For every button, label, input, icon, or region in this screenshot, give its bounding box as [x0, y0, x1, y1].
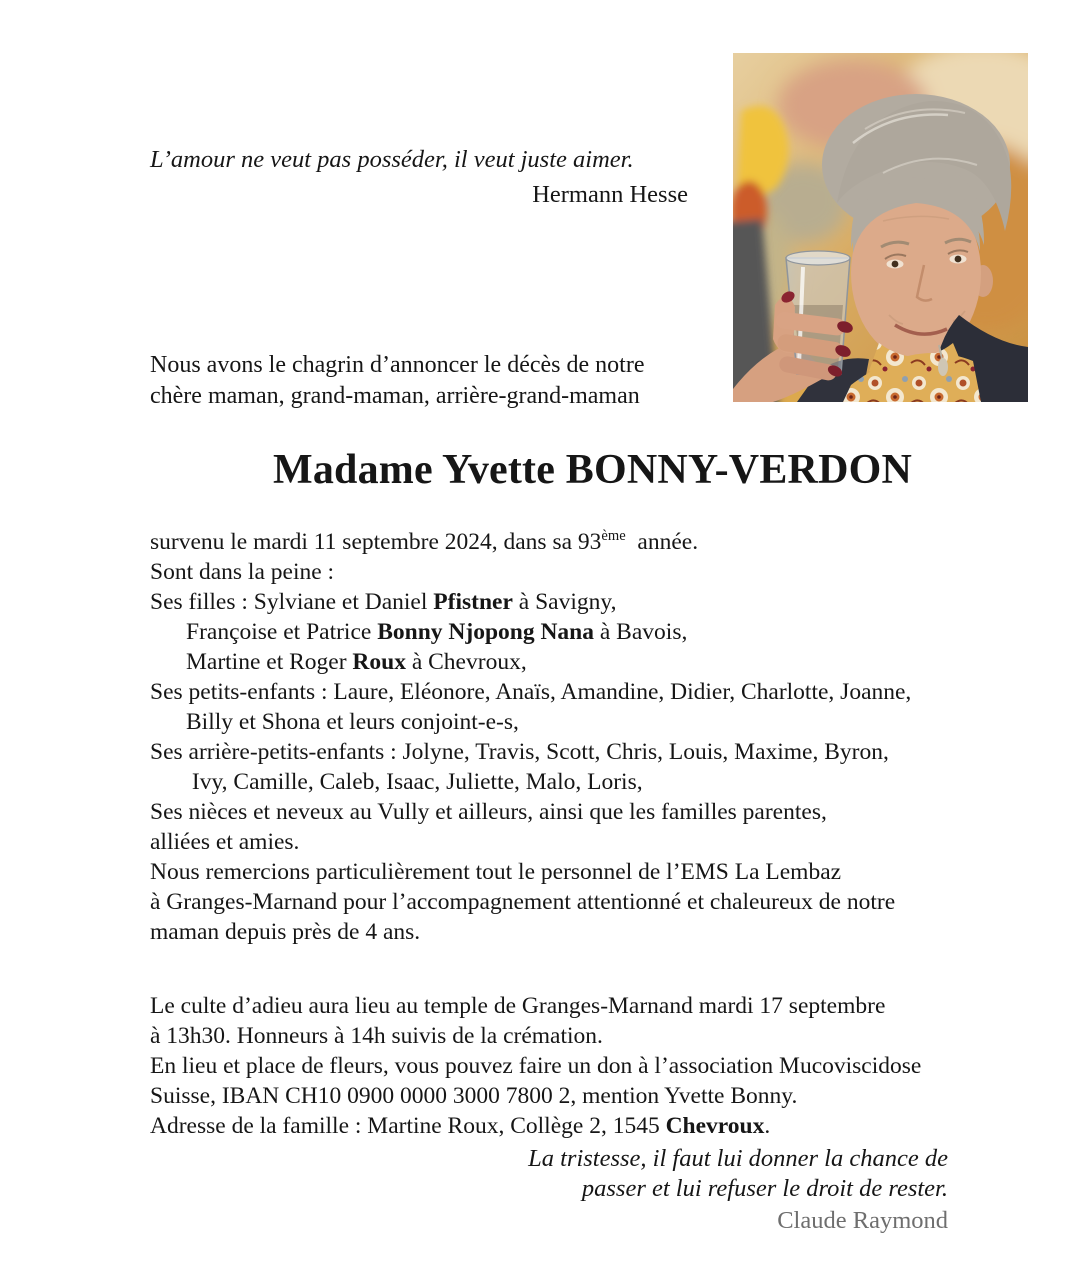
body-line: Françoise et Patrice Bonny Njopong Nana à Bavois,	[186, 619, 688, 645]
deceased-name-title: Madame Yvette BONNY-VERDON	[272, 447, 912, 493]
announcement-line-2: chère maman, grand-maman, arrière-grand-maman	[150, 383, 640, 409]
announcement-line-1: Nous avons le chagrin d’annoncer le décès de notre	[150, 352, 645, 378]
closing-quote-attribution: Claude Raymond	[777, 1207, 948, 1234]
body-line: Suisse, IBAN CH10 0900 0000 3000 7800 2, mention Yvette Bonny.	[150, 1083, 798, 1109]
body-line: Ses arrière-petits-enfants : Jolyne, Travis, Scott, Chris, Louis, Maxime, Byron,	[150, 739, 889, 765]
body-line: Ivy, Camille, Caleb, Isaac, Juliette, Malo, Loris,	[186, 769, 643, 795]
body-line: En lieu et place de fleurs, vous pouvez faire un don à l’association Mucoviscidose	[150, 1053, 922, 1079]
body-line: Le culte d’adieu aura lieu au temple de Granges-Marnand mardi 17 septembre	[150, 993, 886, 1019]
body-line: à 13h30. Honneurs à 14h suivis de la crémation.	[150, 1023, 603, 1049]
closing-quote	[528, 1144, 948, 1236]
body-line: Adresse de la famille : Martine Roux, Collège 2, 1545 Chevroux.	[150, 1113, 771, 1139]
opening-quote	[150, 144, 690, 210]
body-line: Ses filles : Sylviane et Daniel Pfistner à Savigny,	[150, 589, 617, 615]
announcement-text	[150, 350, 644, 412]
opening-quote-text: L’amour ne veut pas posséder, il veut juste aimer.	[150, 146, 634, 173]
body-line: Martine et Roger Roux à Chevroux,	[186, 649, 527, 675]
paragraph-spacer	[150, 947, 1035, 991]
body-line: maman depuis près de 4 ans.	[150, 919, 421, 945]
body-line: survenu le mardi 11 septembre 2024, dans sa 93ème année.	[150, 528, 699, 555]
portrait-photo	[733, 53, 1028, 402]
body-line: Billy et Shona et leurs conjoint-e-s,	[186, 709, 519, 735]
closing-quote-line-2: passer et lui refuser le droit de rester.	[581, 1174, 948, 1202]
body-line: Sont dans la peine :	[150, 559, 335, 585]
body-line: à Granges-Marnand pour l’accompagnement attentionné et chaleureux de notre	[150, 889, 896, 915]
opening-quote-attribution: Hermann Hesse	[532, 181, 688, 208]
body-line: Ses petits-enfants : Laure, Eléonore, Anaïs, Amandine, Didier, Charlotte, Joanne,	[150, 679, 912, 705]
body-line: alliées et amies.	[150, 829, 300, 855]
body-text	[150, 527, 1035, 1141]
closing-quote-line-1: La tristesse, il faut lui donner la chance de	[528, 1145, 948, 1172]
body-line: Ses nièces et neveux au Vully et ailleurs, ainsi que les familles parentes,	[150, 799, 827, 825]
body-line: Nous remercions particulièrement tout le personnel de l’EMS La Lembaz	[150, 859, 842, 885]
